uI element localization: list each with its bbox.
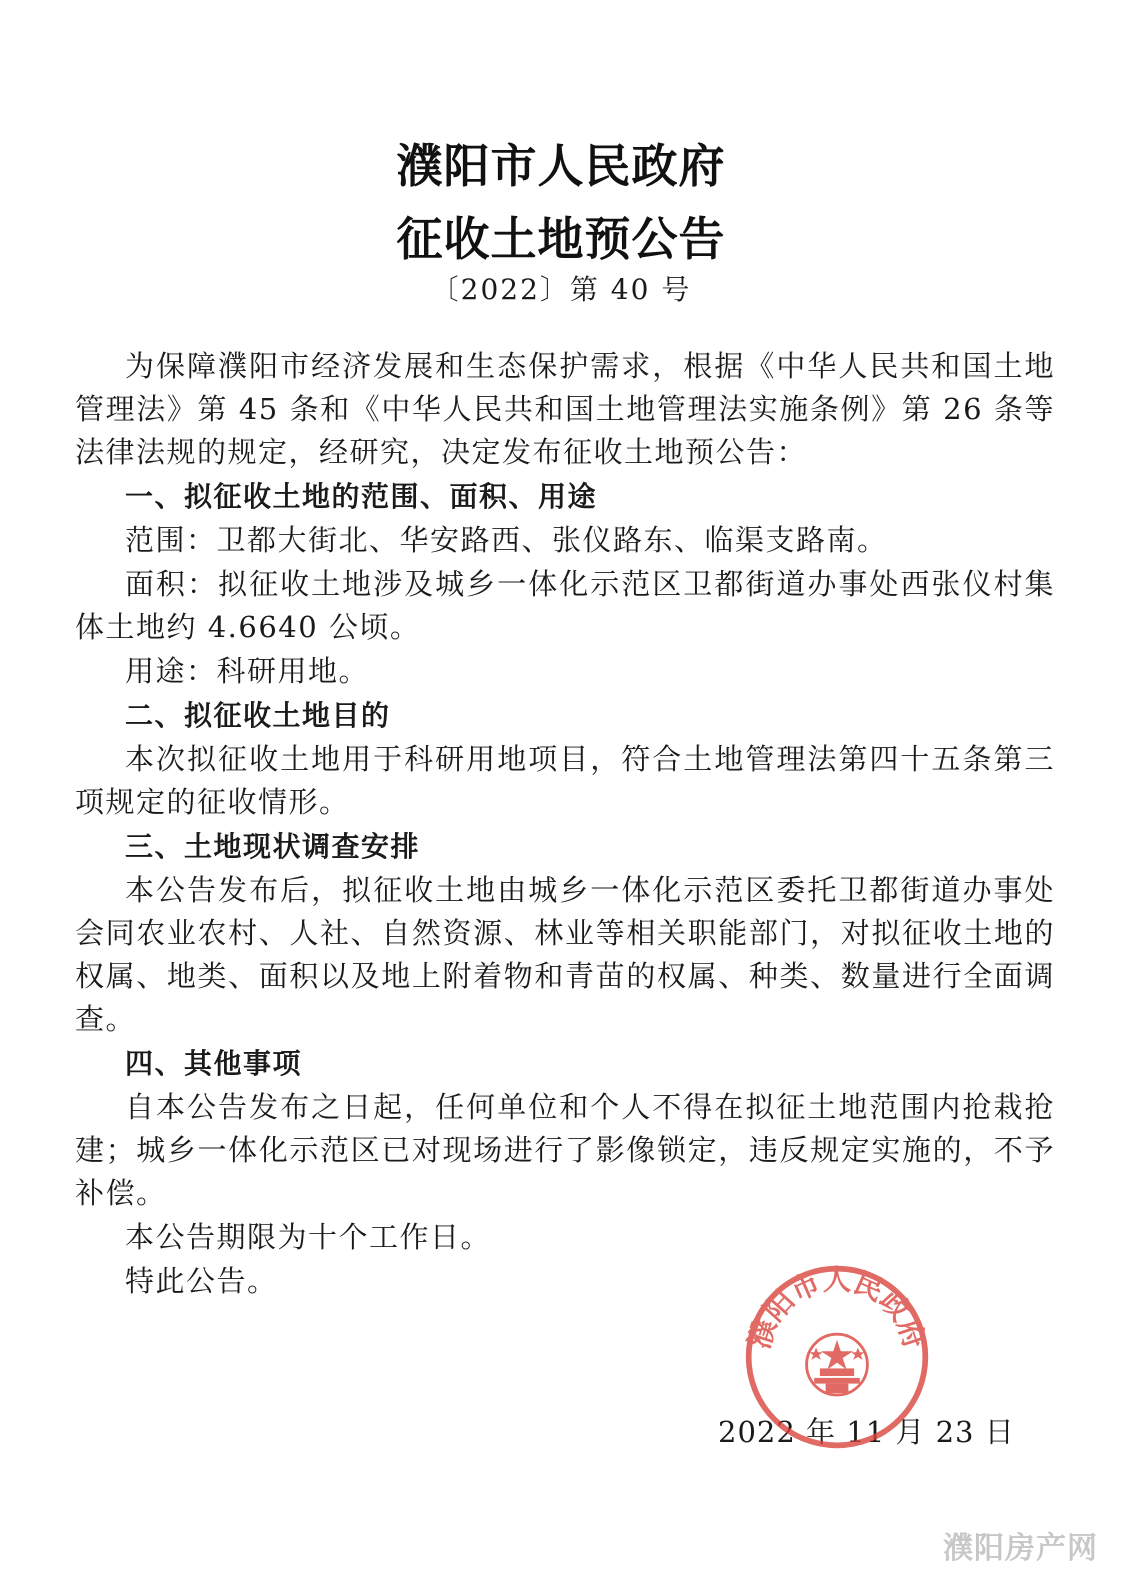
section1-scope: 范围：卫都大街北、华安路西、张仪路东、临渠支路南。 <box>125 523 888 557</box>
issue-date: 2022 年 11 月 23 日 <box>718 1415 1015 1449</box>
document-number: 〔2022〕第 40 号 <box>430 273 692 306</box>
section1-heading: 一、拟征收土地的范围、面积、用途 <box>125 480 598 513</box>
section1-area: 面积：拟征收土地涉及城乡一体化示范区卫都街道办事处西张仪村集体土地约 4.6640 公顷。 <box>75 567 1055 644</box>
document-title-line2: 征收土地预公告 <box>396 212 726 266</box>
seal-text-path: 濮阳市人民政府 <box>742 1263 932 1353</box>
seal-text <box>743 1264 931 1353</box>
document-title-line1: 濮阳市人民政府 <box>396 139 726 193</box>
section3-heading: 三、土地现状调查安排 <box>125 830 421 863</box>
section2-text: 本次拟征收土地用于科研用地项目，符合土地管理法第四十五条第三项规定的征收情形。 <box>75 742 1055 819</box>
section4-text2: 本公告期限为十个工作日。 <box>125 1220 492 1254</box>
section1-use: 用途：科研用地。 <box>125 654 370 688</box>
section4-heading: 四、其他事项 <box>125 1047 303 1080</box>
official-seal <box>742 1262 932 1452</box>
intro-paragraph: 为保障濮阳市经济发展和生态保护需求，根据《中华人民共和国土地管理法》第 45 条和《中华人民共和国土地管理法实施条例》第 26 条等法律法规的规定，经研究，决定发布征收土地预公告： <box>75 349 1055 469</box>
site-watermark: 濮阳房产网 <box>943 1531 1098 1566</box>
national-emblem-icon <box>807 1334 868 1395</box>
section4-text3: 特此公告。 <box>125 1264 278 1298</box>
section3-text: 本公告发布后，拟征收土地由城乡一体化示范区委托卫都街道办事处会同农业农村、人社、自然资源、林业等相关职能部门，对拟征收土地的权属、地类、面积以及地上附着物和青苗的权属、种类、数量进行全面调查。 <box>75 873 1055 1036</box>
document-body <box>75 345 1055 1304</box>
section4-text1: 自本公告发布之日起，任何单位和个人不得在拟征土地范围内抢栽抢建；城乡一体化示范区已对现场进行了影像锁定，违反规定实施的，不予补偿。 <box>75 1090 1055 1210</box>
section2-heading: 二、拟征收土地目的 <box>125 699 391 732</box>
